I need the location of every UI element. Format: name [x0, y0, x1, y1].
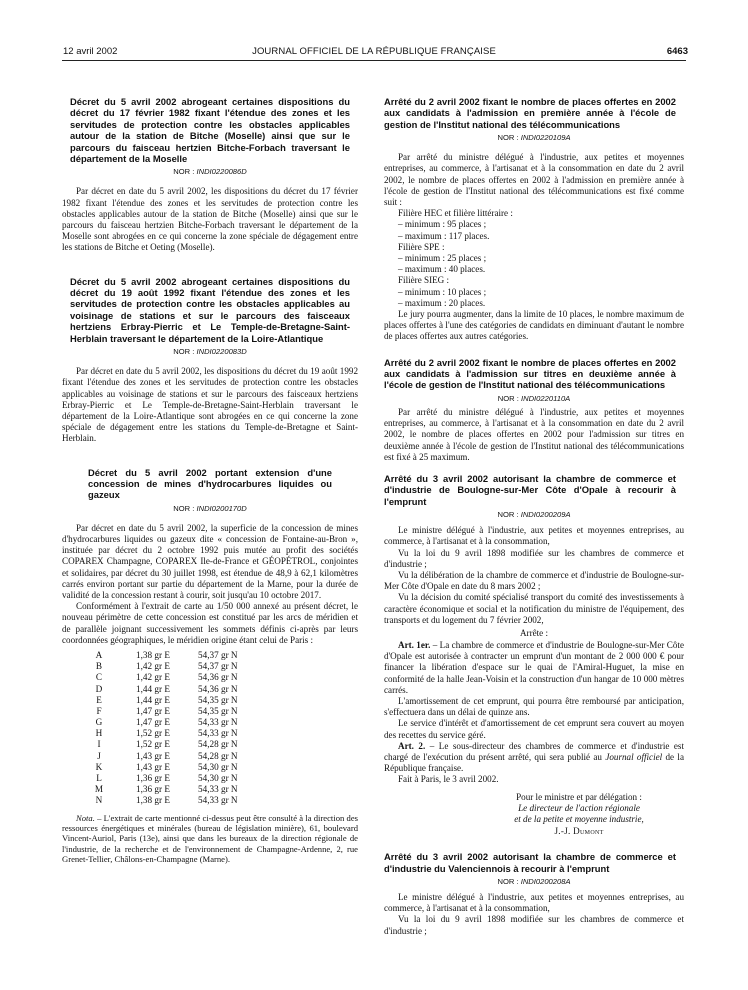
table-row: A 1,38 gr E 54,37 gr N	[95, 649, 238, 660]
list-item: Filière SIEG :	[398, 275, 450, 286]
page-number: 6463	[666, 46, 688, 57]
list-item: – maximum : 40 places.	[398, 264, 486, 275]
decree-body: Par décret en date du 5 avril 2002, les dispositions du décret du 17 février 1982 fixant l'étendue des zones et les servitudes de protection contre les obstacles applicables autour de la station de Bitche (Moselle) ainsi que sur le parcours du faisceau hertzien Bitche-Forbach traversant le département de la Moselle sont abrogées en ce qui concerne la zone spéciale de dégagement entre les stations de Bitche et Oeting (Moselle).	[62, 186, 358, 253]
arrete-body: L'amortissement de cet emprunt, qui pourra être remboursé par anticipation, s'effectuera dans un délai de quinze ans.	[384, 695, 684, 718]
table-row: M 1,36 gr E 54,33 gr N	[94, 784, 238, 795]
nor-reference: NOR : INDI0220110A	[497, 393, 571, 403]
table-row: C 1,42 gr E 54,36 gr N	[95, 672, 238, 683]
list-item: Filière SPE :	[398, 241, 445, 252]
signature-block: Pour le ministre et par délégation : Le directeur de l'action régionale et de la petite et moyenne industrie, J.-J. Dumont	[514, 791, 644, 836]
list-item: – maximum : 117 places.	[398, 230, 490, 241]
header-date: 12 avril 2002	[63, 46, 118, 57]
decree-concession	[62, 467, 358, 865]
decree-title: Décret du 5 avril 2002 abrogeant certaines dispositions du décret du 19 août 1992 fixant l'étendue des zones et les servitudes de protection contre les obstacles applicables au voisinage de stations et sur le parcours des faisceaux hertziens Erbray-Pierric et Le Temple-de-Bretagne-Saint-Herblain traversant le département de la Loire-Atlantique	[70, 275, 350, 344]
signature-date: Fait à Paris, le 3 avril 2002.	[398, 774, 499, 785]
arrete-body: Le service d'intérêt et d'amortissement de cet emprunt sera couvert au moyen des recettes du service géré.	[384, 718, 684, 740]
coordinates-table	[62, 650, 358, 807]
article-2: Art. 2. – Le sous-directeur des chambres de commerce et d'industrie est chargé de l'exécution du présent arrêté, qui sera publié au Journal officiel de la République française.	[384, 740, 684, 774]
journal-title: JOURNAL OFFICIEL DE LA RÉPUBLIQUE FRANÇAISE	[252, 46, 496, 57]
arrete-emprunt-boulogne	[384, 473, 684, 837]
arrete-body: Le jury pourra augmenter, dans la limite de 10 places, le nombre maximum de places offertes à l'une des catégories de candidats en diminuant d'autant le nombre de places offertes aux autres catégories.	[384, 309, 684, 342]
arrete-body: Le ministre délégué à l'industrie, aux petites et moyennes entreprises, au commerce, à l'artisanat et à la consommation,	[384, 525, 684, 547]
list-item: – minimum : 95 places ;	[398, 219, 487, 230]
arrete-body: Vu la loi du 9 avril 1898 modifiée sur les chambres de commerce et d'industrie ;	[384, 914, 684, 936]
arrete-body: Par arrêté du ministre délégué à l'industrie, aux petites et moyennes entreprises, au commerce, à l'artisanat et à la consommation en date du 2 avril 2002, le nombre de places offertes en 2002 à l'admission en première année à l'école de gestion de l'Institut national des télécommunications est fixé comme suit :	[384, 152, 684, 208]
arrete-title: Arrêté du 2 avril 2002 fixant le nombre de places offertes en 2002 aux candidats à l'admission en première année à l'école de gestion de l'Institut national des télécommunications	[384, 96, 676, 130]
list-item: – minimum : 25 places ;	[398, 253, 487, 264]
arrete-places-premiere-annee	[384, 96, 684, 343]
arrete-body: Le ministre délégué à l'industrie, aux petites et moyennes entreprises, au commerce, à l'artisanat et à la consommation,	[384, 892, 684, 914]
table-row: J 1,43 gr E 54,28 gr N	[97, 750, 238, 761]
table-row: I 1,52 gr E 54,28 gr N	[97, 739, 238, 750]
arrete-body: Vu la loi du 9 avril 1898 modifiée sur les chambres de commerce et d'industrie ;	[384, 547, 684, 569]
article-1: Art. 1er. – La chambre de commerce et d'industrie de Boulogne-sur-Mer Côte d'Opale est autorisée à contracter un emprunt d'un montant de 2 000 000 € pour financer la libération d'espace sur le quai de l'Amiral-Huguet, la mise en conformité de la halle Jean-Voisin et la construction d'un hangar de 10 000 mètres carrés.	[384, 639, 684, 695]
list-item: – minimum : 10 places ;	[398, 286, 487, 297]
decree-title: Décret du 5 avril 2002 abrogeant certaines dispositions du décret du 17 février 1982 fixant l'étendue des zones et les servitudes de protection contre les obstacles applicables autour de la station de Bitche (Moselle) ainsi que sur le parcours du faisceau hertzien Bitche-Forbach traversant le département de la Moselle	[70, 96, 350, 165]
table-row: K 1,43 gr E 54,30 gr N	[95, 761, 238, 772]
decree-bitche	[62, 96, 358, 254]
nor-reference: NOR : INDI0200170D	[173, 503, 247, 513]
table-row: G 1,47 gr E 54,33 gr N	[95, 717, 238, 728]
table-row: E 1,44 gr E 54,35 gr N	[96, 694, 238, 705]
arrete-body: Par arrêté du ministre délégué à l'industrie, aux petites et moyennes entreprises, au commerce, à l'artisanat et à la consommation en date du 2 avril 2002, le nombre de places offertes en 2002 pour l'admission sur titres en deuxième année à l'école de gestion de l'Institut national des télécommunications est fixé à 25 maximum.	[384, 406, 684, 462]
nor-reference: NOR : INDI0220109A	[497, 133, 571, 143]
arrete-title: Arrêté du 2 avril 2002 fixant le nombre de places offertes en 2002 aux candidats à l'admission sur titres en deuxième année à l'école de gestion de l'Institut national des télécommunications	[384, 356, 676, 391]
table-row: N 1,38 gr E 54,33 gr N	[95, 795, 238, 806]
arrete-heading: Arrête :	[519, 627, 549, 638]
arrete-body: Vu la décision du comité spécialisé transport du comité des investissements à caractère économique et social et la notification du ministre de l'équipement, des transports et du logement du 7 février 2002,	[384, 592, 684, 625]
nor-reference: NOR : INDI0220086D	[173, 167, 247, 177]
list-item: Filière HEC et filière littéraire :	[398, 208, 513, 219]
table-row: D 1,44 gr E 54,36 gr N	[95, 683, 238, 694]
arrete-title: Arrêté du 3 avril 2002 autorisant la chambre de commerce et d'industrie du Valenciennois à recourir à l'emprunt	[384, 851, 676, 874]
left-column	[62, 96, 358, 865]
nor-reference: NOR : INDI0220083D	[173, 347, 247, 357]
decree-title: Décret du 5 avril 2002 portant extension d'une concession de mines d'hydrocarbures liquides ou gazeux	[88, 466, 332, 501]
arrete-places-deuxieme-annee	[384, 357, 684, 463]
right-column	[384, 96, 684, 937]
decree-body: Par décret en date du 5 avril 2002, la superficie de la concession de mines d'hydrocarbures liquides ou gazeux dite « concession de Fontaine-au-Bron », instituée par décret du 2 octobre 1992 puis mutée au profit des sociétés COPAREX Champagne, COPAREX Ile-de-France et GÉOPÉTROL, conjointes et solidaires, par décret du 30 juillet 1998, est étendue de 48,9 à 62,1 kilomètres carrés environ portant sur partie du département de la Marne, pour la durée de validité de la concession restant à courir, soit jusqu'au 10 octobre 2017.	[62, 522, 358, 600]
arrete-body: Vu la délibération de la chambre de commerce et d'industrie de Boulogne-sur-Mer Côte d'Opale en date du 8 mars 2002 ;	[384, 569, 684, 592]
decree-body: Par décret en date du 5 avril 2002, les dispositions du décret du 19 août 1992 fixant l'étendue des zones et les servitudes de protection contre les obstacles applicables au voisinage de stations et sur le parcours des faisceaux hertziens Erbray-Pierric et Le Temple-de-Bretagne-Saint-Herblain traversant le département de la Loire-Atlantique sont abrogées en ce qui concerne la zone spéciale de dégagement entre les stations du Temple-de-Bretagne et Saint-Herblain.	[62, 366, 358, 444]
table-row: H 1,52 gr E 54,33 gr N	[95, 728, 238, 739]
arrete-title: Arrêté du 3 avril 2002 autorisant la chambre de commerce et d'industrie de Boulogne-sur-Mer Côte d'Opale à recourir à l'emprunt	[384, 472, 676, 507]
table-row: F 1,47 gr E 54,35 gr N	[96, 705, 238, 716]
nor-reference: NOR : INDI0200208A	[497, 877, 571, 887]
table-row: L 1,36 gr E 54,30 gr N	[96, 773, 238, 784]
nota-note: Nota. – L'extrait de carte mentionné ci-dessus peut être consulté à la direction des ressources énergétiques et minérales (bureau de législation minière), 61, boulevard Vincent-Auriol, Paris (13e), ainsi que dans les bureaux de la direction régionale de l'industrie, de la recherche et de l'environnement de Champagne-Ardenne, 2, rue Grenet-Tellier, Châlons-en-Champagne (Marne).	[62, 812, 358, 865]
decree-body: Conformément à l'extrait de carte au 1/50 000 annexé au présent décret, le nouveau périmètre de cette concession est constitué par les arcs de méridien et de parallèle joignant successivement les sommets définis ci-après par leurs coordonnées géographiques, le méridien origine étant celui de Paris :	[62, 601, 358, 645]
arrete-emprunt-valenciennois	[384, 851, 684, 937]
table-row: B 1,42 gr E 54,37 gr N	[95, 661, 238, 672]
list-item: – maximum : 20 places.	[398, 297, 486, 308]
decree-loire-atlantique	[62, 276, 358, 445]
header-rule	[62, 60, 686, 61]
nor-reference: NOR : INDI0200209A	[497, 510, 571, 520]
